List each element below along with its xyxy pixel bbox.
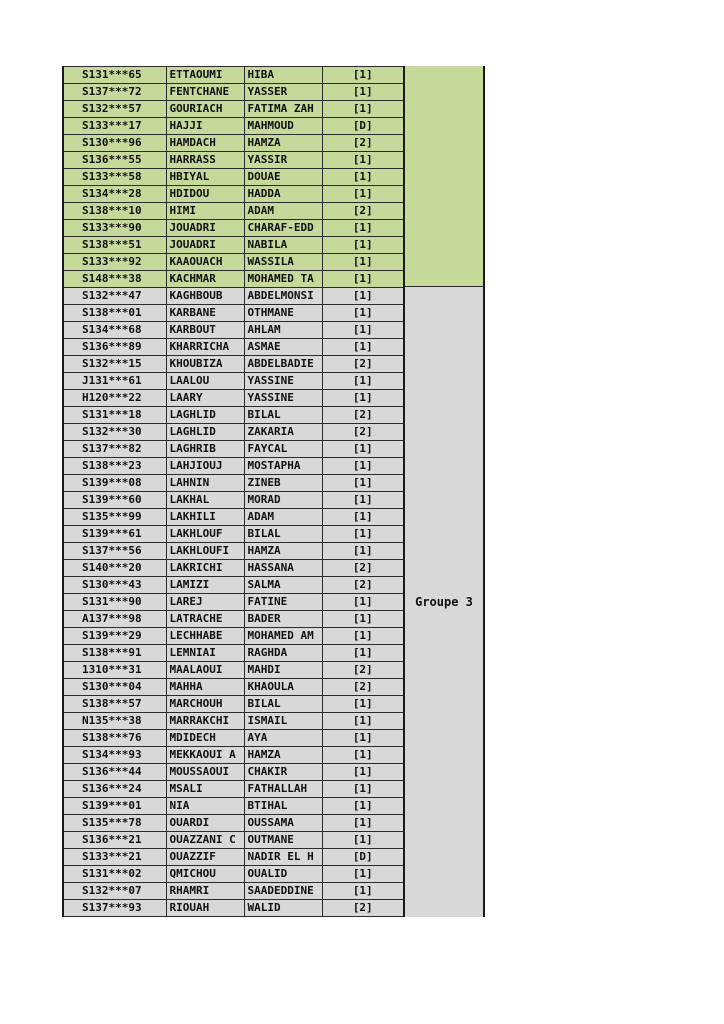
last-name-cell: MEKKAOUI A <box>166 747 244 764</box>
status-code-cell: [2] <box>322 356 404 373</box>
student-code-cell: S137***82 <box>63 441 166 458</box>
first-name-cell: FATHALLAH <box>244 781 322 798</box>
student-code-cell: S130***43 <box>63 577 166 594</box>
last-name-cell: LEMNIAI <box>166 645 244 662</box>
student-code-cell: S139***61 <box>63 526 166 543</box>
first-name-cell: BADER <box>244 611 322 628</box>
first-name-cell: NABILA <box>244 237 322 254</box>
first-name-cell: OUALID <box>244 866 322 883</box>
last-name-cell: MARCHOUH <box>166 696 244 713</box>
table-row <box>63 84 404 101</box>
last-name-cell: MAHHA <box>166 679 244 696</box>
table-row <box>63 118 404 135</box>
student-table <box>62 66 405 917</box>
table-row <box>63 339 404 356</box>
table-row <box>63 475 404 492</box>
last-name-cell: HARRASS <box>166 152 244 169</box>
first-name-cell: BILAL <box>244 526 322 543</box>
first-name-cell: DOUAE <box>244 169 322 186</box>
first-name-cell: HADDA <box>244 186 322 203</box>
table-row <box>63 458 404 475</box>
table-row <box>63 611 404 628</box>
first-name-cell: AYA <box>244 730 322 747</box>
last-name-cell: HBIYAL <box>166 169 244 186</box>
student-code-cell: N135***38 <box>63 713 166 730</box>
table-row <box>63 67 404 84</box>
status-code-cell: [1] <box>322 866 404 883</box>
status-code-cell: [1] <box>322 220 404 237</box>
last-name-cell: HAMDACH <box>166 135 244 152</box>
status-code-cell: [2] <box>322 662 404 679</box>
roster-sheet <box>62 66 485 917</box>
status-code-cell: [1] <box>322 747 404 764</box>
last-name-cell: HAJJI <box>166 118 244 135</box>
group-block-green <box>405 66 483 287</box>
first-name-cell: ABDELMONSI <box>244 288 322 305</box>
first-name-cell: FAYCAL <box>244 441 322 458</box>
student-code-cell: S136***89 <box>63 339 166 356</box>
status-code-cell: [1] <box>322 730 404 747</box>
last-name-cell: KHOUBIZA <box>166 356 244 373</box>
table-row <box>63 679 404 696</box>
first-name-cell: YASSINE <box>244 373 322 390</box>
status-code-cell: [1] <box>322 543 404 560</box>
status-code-cell: [1] <box>322 492 404 509</box>
student-code-cell: S136***44 <box>63 764 166 781</box>
last-name-cell: LAGHLID <box>166 424 244 441</box>
table-row <box>63 849 404 866</box>
status-code-cell: [2] <box>322 560 404 577</box>
status-code-cell: [1] <box>322 832 404 849</box>
status-code-cell: [1] <box>322 271 404 288</box>
status-code-cell: [1] <box>322 696 404 713</box>
table-row <box>63 526 404 543</box>
table-row <box>63 509 404 526</box>
group-block-gray <box>405 287 483 917</box>
last-name-cell: LAHNIN <box>166 475 244 492</box>
last-name-cell: LAKRICHI <box>166 560 244 577</box>
student-code-cell: S136***55 <box>63 152 166 169</box>
status-code-cell: [D] <box>322 849 404 866</box>
status-code-cell: [1] <box>322 288 404 305</box>
last-name-cell: RHAMRI <box>166 883 244 900</box>
last-name-cell: KAAOUACH <box>166 254 244 271</box>
last-name-cell: LAKHAL <box>166 492 244 509</box>
status-code-cell: [1] <box>322 509 404 526</box>
student-code-cell: S132***57 <box>63 101 166 118</box>
first-name-cell: HASSANA <box>244 560 322 577</box>
last-name-cell: GOURIACH <box>166 101 244 118</box>
student-code-cell: S136***21 <box>63 832 166 849</box>
student-code-cell: S133***17 <box>63 118 166 135</box>
table-row <box>63 730 404 747</box>
status-code-cell: [1] <box>322 441 404 458</box>
status-code-cell: [1] <box>322 815 404 832</box>
table-row <box>63 322 404 339</box>
first-name-cell: RAGHDA <box>244 645 322 662</box>
status-code-cell: [1] <box>322 237 404 254</box>
first-name-cell: MOHAMED TA <box>244 271 322 288</box>
student-code-cell: S148***38 <box>63 271 166 288</box>
first-name-cell: ADAM <box>244 203 322 220</box>
status-code-cell: [1] <box>322 475 404 492</box>
first-name-cell: FATIMA ZAH <box>244 101 322 118</box>
student-code-cell: S139***60 <box>63 492 166 509</box>
student-code-cell: S131***90 <box>63 594 166 611</box>
table-row <box>63 271 404 288</box>
student-code-cell: S136***24 <box>63 781 166 798</box>
last-name-cell: LECHHABE <box>166 628 244 645</box>
student-code-cell: S138***76 <box>63 730 166 747</box>
student-code-cell: S130***04 <box>63 679 166 696</box>
student-table-body <box>63 67 404 917</box>
group-column <box>405 66 485 917</box>
student-code-cell: S133***90 <box>63 220 166 237</box>
table-row <box>63 594 404 611</box>
status-code-cell: [1] <box>322 526 404 543</box>
group-label: Groupe 3 <box>415 595 473 609</box>
student-code-cell: S139***01 <box>63 798 166 815</box>
last-name-cell: LAGHRIB <box>166 441 244 458</box>
table-row <box>63 237 404 254</box>
status-code-cell: [2] <box>322 900 404 917</box>
student-code-cell: S131***65 <box>63 67 166 84</box>
last-name-cell: MSALI <box>166 781 244 798</box>
last-name-cell: QMICHOU <box>166 866 244 883</box>
table-row <box>63 645 404 662</box>
student-code-cell: S131***02 <box>63 866 166 883</box>
first-name-cell: CHARAF-EDD <box>244 220 322 237</box>
student-code-cell: S131***18 <box>63 407 166 424</box>
table-row <box>63 305 404 322</box>
table-row <box>63 356 404 373</box>
table-row <box>63 696 404 713</box>
table-row <box>63 186 404 203</box>
first-name-cell: SAADEDDINE <box>244 883 322 900</box>
table-row <box>63 662 404 679</box>
student-code-cell: J131***61 <box>63 373 166 390</box>
last-name-cell: MOUSSAOUI <box>166 764 244 781</box>
status-code-cell: [2] <box>322 135 404 152</box>
table-row <box>63 220 404 237</box>
last-name-cell: KHARRICHA <box>166 339 244 356</box>
table-row <box>63 747 404 764</box>
first-name-cell: ZINEB <box>244 475 322 492</box>
student-code-cell: S133***21 <box>63 849 166 866</box>
last-name-cell: JOUADRI <box>166 220 244 237</box>
student-code-cell: S138***01 <box>63 305 166 322</box>
first-name-cell: OUTMANE <box>244 832 322 849</box>
table-row <box>63 781 404 798</box>
student-code-cell: S137***72 <box>63 84 166 101</box>
table-row <box>63 560 404 577</box>
table-row <box>63 764 404 781</box>
first-name-cell: HAMZA <box>244 135 322 152</box>
student-code-cell: S134***93 <box>63 747 166 764</box>
first-name-cell: ZAKARIA <box>244 424 322 441</box>
first-name-cell: YASSINE <box>244 390 322 407</box>
student-code-cell: S135***99 <box>63 509 166 526</box>
last-name-cell: MAALAOUI <box>166 662 244 679</box>
status-code-cell: [1] <box>322 322 404 339</box>
status-code-cell: [1] <box>322 713 404 730</box>
last-name-cell: NIA <box>166 798 244 815</box>
first-name-cell: BILAL <box>244 407 322 424</box>
last-name-cell: LAKHLOUFI <box>166 543 244 560</box>
status-code-cell: [1] <box>322 101 404 118</box>
table-row <box>63 628 404 645</box>
student-code-cell: S138***57 <box>63 696 166 713</box>
status-code-cell: [1] <box>322 594 404 611</box>
student-code-cell: S137***93 <box>63 900 166 917</box>
student-code-cell: S139***08 <box>63 475 166 492</box>
last-name-cell: LATRACHE <box>166 611 244 628</box>
first-name-cell: BTIHAL <box>244 798 322 815</box>
student-code-cell: S132***15 <box>63 356 166 373</box>
student-code-cell: S133***58 <box>63 169 166 186</box>
student-code-cell: A137***98 <box>63 611 166 628</box>
student-code-cell: S138***23 <box>63 458 166 475</box>
first-name-cell: MAHMOUD <box>244 118 322 135</box>
status-code-cell: [1] <box>322 458 404 475</box>
table-row <box>63 288 404 305</box>
last-name-cell: LAMIZI <box>166 577 244 594</box>
table-row <box>63 832 404 849</box>
status-code-cell: [2] <box>322 203 404 220</box>
last-name-cell: LAGHLID <box>166 407 244 424</box>
last-name-cell: KAGHBOUB <box>166 288 244 305</box>
last-name-cell: OUAZZIF <box>166 849 244 866</box>
status-code-cell: [1] <box>322 84 404 101</box>
status-code-cell: [1] <box>322 186 404 203</box>
first-name-cell: MAHDI <box>244 662 322 679</box>
student-code-cell: S138***51 <box>63 237 166 254</box>
table-row <box>63 815 404 832</box>
student-code-cell: H120***22 <box>63 390 166 407</box>
student-code-cell: S133***92 <box>63 254 166 271</box>
table-row <box>63 135 404 152</box>
table-row <box>63 203 404 220</box>
first-name-cell: ASMAE <box>244 339 322 356</box>
table-row <box>63 169 404 186</box>
last-name-cell: ETTAOUMI <box>166 67 244 84</box>
first-name-cell: CHAKIR <box>244 764 322 781</box>
student-code-cell: S134***68 <box>63 322 166 339</box>
last-name-cell: HDIDOU <box>166 186 244 203</box>
first-name-cell: SALMA <box>244 577 322 594</box>
table-row <box>63 866 404 883</box>
table-row <box>63 900 404 917</box>
status-code-cell: [1] <box>322 764 404 781</box>
student-code-cell: S140***20 <box>63 560 166 577</box>
status-code-cell: [1] <box>322 628 404 645</box>
last-name-cell: LAKHLOUF <box>166 526 244 543</box>
student-code-cell: S132***47 <box>63 288 166 305</box>
first-name-cell: YASSIR <box>244 152 322 169</box>
status-code-cell: [1] <box>322 883 404 900</box>
first-name-cell: HAMZA <box>244 543 322 560</box>
student-code-cell: S130***96 <box>63 135 166 152</box>
status-code-cell: [2] <box>322 679 404 696</box>
table-row <box>63 407 404 424</box>
student-code-cell: 1310***31 <box>63 662 166 679</box>
student-code-cell: S138***10 <box>63 203 166 220</box>
status-code-cell: [2] <box>322 424 404 441</box>
status-code-cell: [1] <box>322 305 404 322</box>
last-name-cell: KARBOUT <box>166 322 244 339</box>
table-row <box>63 577 404 594</box>
student-code-cell: S132***30 <box>63 424 166 441</box>
last-name-cell: OUAZZANI C <box>166 832 244 849</box>
last-name-cell: FENTCHANE <box>166 84 244 101</box>
table-row <box>63 543 404 560</box>
student-code-cell: S139***29 <box>63 628 166 645</box>
table-row <box>63 492 404 509</box>
student-code-cell: S134***28 <box>63 186 166 203</box>
last-name-cell: LAARY <box>166 390 244 407</box>
last-name-cell: JOUADRI <box>166 237 244 254</box>
status-code-cell: [1] <box>322 390 404 407</box>
first-name-cell: KHAOULA <box>244 679 322 696</box>
student-code-cell: S137***56 <box>63 543 166 560</box>
table-row <box>63 713 404 730</box>
status-code-cell: [2] <box>322 577 404 594</box>
first-name-cell: ABDELBADIE <box>244 356 322 373</box>
first-name-cell: OUSSAMA <box>244 815 322 832</box>
student-code-cell: S135***78 <box>63 815 166 832</box>
first-name-cell: AHLAM <box>244 322 322 339</box>
table-row <box>63 390 404 407</box>
table-row <box>63 152 404 169</box>
last-name-cell: OUARDI <box>166 815 244 832</box>
table-row <box>63 254 404 271</box>
last-name-cell: HIMI <box>166 203 244 220</box>
status-code-cell: [1] <box>322 152 404 169</box>
first-name-cell: BILAL <box>244 696 322 713</box>
last-name-cell: LAREJ <box>166 594 244 611</box>
table-row <box>63 798 404 815</box>
table-row <box>63 441 404 458</box>
first-name-cell: MOSTAPHA <box>244 458 322 475</box>
status-code-cell: [1] <box>322 373 404 390</box>
last-name-cell: KARBANE <box>166 305 244 322</box>
status-code-cell: [D] <box>322 118 404 135</box>
last-name-cell: MDIDECH <box>166 730 244 747</box>
first-name-cell: YASSER <box>244 84 322 101</box>
first-name-cell: MOHAMED AM <box>244 628 322 645</box>
status-code-cell: [1] <box>322 254 404 271</box>
first-name-cell: WASSILA <box>244 254 322 271</box>
first-name-cell: MORAD <box>244 492 322 509</box>
status-code-cell: [1] <box>322 67 404 84</box>
table-row <box>63 424 404 441</box>
first-name-cell: HAMZA <box>244 747 322 764</box>
last-name-cell: MARRAKCHI <box>166 713 244 730</box>
last-name-cell: LAKHILI <box>166 509 244 526</box>
status-code-cell: [1] <box>322 169 404 186</box>
table-row <box>63 883 404 900</box>
status-code-cell: [1] <box>322 339 404 356</box>
last-name-cell: LAHJIOUJ <box>166 458 244 475</box>
status-code-cell: [2] <box>322 407 404 424</box>
first-name-cell: FATINE <box>244 594 322 611</box>
first-name-cell: NADIR EL H <box>244 849 322 866</box>
last-name-cell: LAALOU <box>166 373 244 390</box>
student-code-cell: S138***91 <box>63 645 166 662</box>
first-name-cell: ADAM <box>244 509 322 526</box>
last-name-cell: KACHMAR <box>166 271 244 288</box>
first-name-cell: WALID <box>244 900 322 917</box>
last-name-cell: RIOUAH <box>166 900 244 917</box>
table-row <box>63 373 404 390</box>
status-code-cell: [1] <box>322 611 404 628</box>
status-code-cell: [1] <box>322 781 404 798</box>
status-code-cell: [1] <box>322 645 404 662</box>
first-name-cell: HIBA <box>244 67 322 84</box>
first-name-cell: ISMAIL <box>244 713 322 730</box>
table-row <box>63 101 404 118</box>
student-code-cell: S132***07 <box>63 883 166 900</box>
first-name-cell: OTHMANE <box>244 305 322 322</box>
status-code-cell: [1] <box>322 798 404 815</box>
